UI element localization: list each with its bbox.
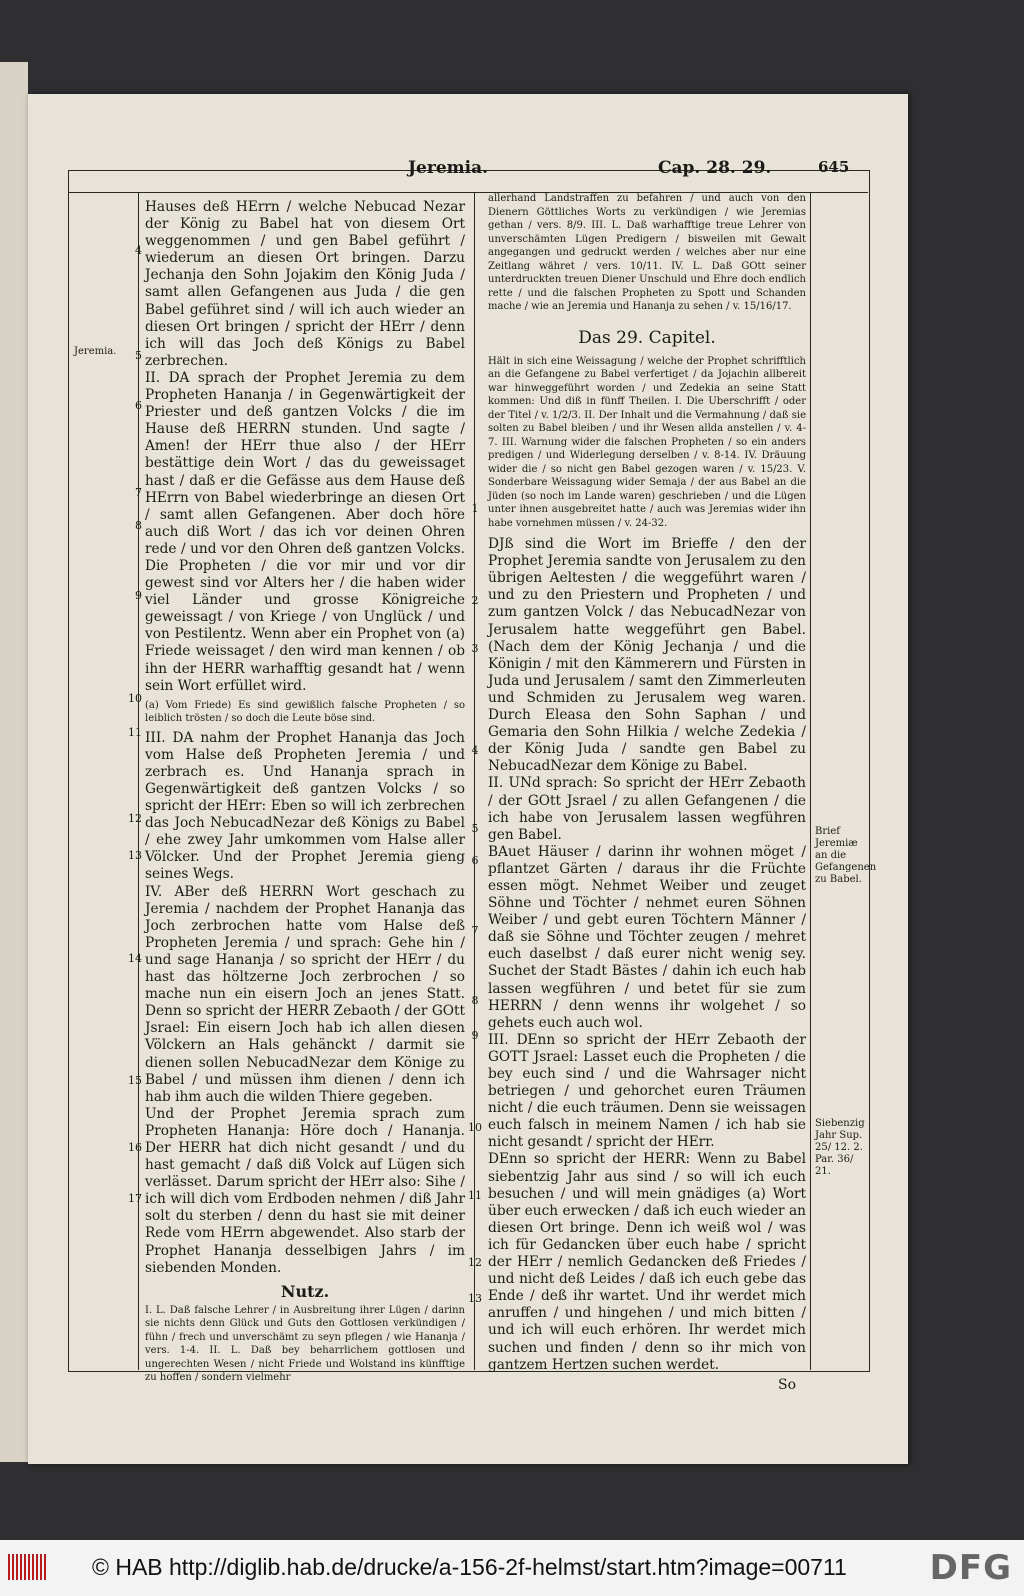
verse-number: 6 [471,854,479,867]
verse-number: 5 [471,822,479,835]
verse-number: 15 [128,1074,142,1087]
verse-number: 7 [471,924,479,937]
column-rule-right [810,192,811,1370]
paragraph: III. DA nahm der Prophet Hananja das Joch vom Halse deß Propheten Jeremia / und zerbrach es. Und Hananja sprach in Gegenwärtigkeit deß gantzen Volcks / so spricht der HErr: Eben so will ich zerbrechen das Joch NebucadNezar deß Königs zu Babel / ehe zwey Jahr umkommen vom Halse aller Völcker. Und der Prophet Jeremia gieng seines Wegs. [145,729,465,883]
verse-number: 12 [128,812,142,825]
verse-number: 17 [128,1192,142,1205]
paragraph: IV. ABer deß HERRN Wort geschach zu Jeremia / nachdem der Prophet Hananja das Joch zerbrochen hatte vom Halse deß Propheten Jeremia / und sprach: Gehe hin / und sage Hananja / so spricht der HErr / du hast das höltzerne Joch zerbrochen / so mache nun ein eisern Joch an jenes Statt. Denn so spricht der HERR Zebaoth / der GOtt Jsrael: Ein eisern Joch hab ich allen diesen Völckern an Hals gehänckt / darmit sie dienen sollen NebucadNezar dem Könige zu Babel / und müssen ihm dienen / denn ich hab ihm auch die wilden Thiere gegeben. [145,883,465,1105]
verse-number: 3 [471,642,479,655]
catchword: So [778,1377,797,1393]
paragraph: DEnn so spricht der HERR: Wenn zu Babel siebentzig Jahr aus sind / so will ich euch besuchen / und will mein gnädiges (a) Wort über euch erwecken / daß ich euch wieder an diesen Ort bringe. Denn ich weiß wol / was ich für Gedancken über euch habe / spricht der HErr / nemlich Gedancken deß Friedes / und nicht deß Leides / daß ich euch gebe das Ende / deß ihr wartet. Und ihr werdet mich anruffen / und hingehen / und mich bitten / und ich will euch erhören. Ihr werdet mich suchen und finden / denn so ihr mich von gantzem Hertzen suchen werdet. [488,1151,806,1373]
paragraph: II. UNd sprach: So spricht der HErr Zebaoth / der GOtt Jsrael / zu allen Gefangenen / die ich habe von Jerusalem lassen wegführen gen Babel. [488,775,806,843]
barcode-icon [8,1554,48,1580]
footer-copyright-link[interactable]: © HAB http://diglib.hab.de/drucke/a-156-2f-helmst/start.htm?image=00711 [92,1554,847,1580]
paragraph: BAuet Häuser / darinn ihr wohnen möget / pflantzet Gärten / daraus ihr die Früchte essen mögt. Nehmet Weiber und zeuget Söhne und Töchter / nehmet euren Söhnen Weiber / und gebt euren Töchtern Männer / daß sie Söhne und Töchter zeugen / mehret euch daselbst / daß eurer nicht wenig sey. Suchet der Stadt Bästes / dahin ich euch hab lassen wegführen / und betet für sie zum HERRN / denn wenns ihr wolgehet / so gehets euch auch wol. [488,843,806,1031]
verse-number: 11 [128,726,142,739]
verse-number: 4 [135,244,142,257]
page-number: 645 [818,158,850,176]
verse-number: 1 [471,502,479,515]
margin-note-right-2: Siebenzig Jahr Sup. 25/ 12. 2. Par. 36/ 21. [815,1118,865,1177]
footer-bar [0,1540,1024,1596]
verse-number: 14 [128,952,142,965]
chapter-summary: Hält in sich eine Weissagung / welche der Prophet schrifftlich an die Gefangene zu Babel verfertiget / da Jojachin allbereit war hinweggeführt worden / und Zedekia an seine Statt kommen: Und diß in fünff Theilen. I. Die Uberschrifft / oder der Titel / v. 1/2/3. II. Der Inhalt und die Vermahnung / daß sie solten zu Babel bleiben / und ihr Wesen allda anstellen / v. 4-7. III. Warnung wider die falschen Propheten / so ein anders predigen / und Widerlegung derselben / v. 8-14. IV. Dräuung wider die / so nicht gen Babel gezogen waren / v. 15/23. V. Sonderbare Weissagung wider Semaja / der aus Babel an die Jüden (so noch im Lande waren) geschrieben / und die Lügen unter ihnen ausgebreitet hatte / auch was Jeremias wider ihn habe vornehmen müssen / v. 24-32. [488,355,806,529]
verse-number: 16 [128,1141,142,1154]
book-page [28,94,908,1464]
verse-number: 13 [468,1292,482,1305]
section-title-nutz: Nutz. [280,1281,330,1301]
right-column [488,192,806,1374]
running-head-chapter: Cap. 28. 29. [658,158,772,178]
continuation-text: allerhand Landstraffen zu befahren / und auch von den Dienern Göttliches Worts zu verkündigen / wie Jeremias gethan / vers. 8/9. III. L. Daß warhafftige treue Lehrer von unverschämten Lügen Predigern / bisweilen mit Gewalt angegangen und gedruckt werden / welches aber nur eine Zeitlang währet / vers. 10/11. IV. L. Daß GOtt seiner unterdruckten treuen Diener Unschuld und Ehre doch endlich rette / und die falschen Propheten zu Spott und Schanden mache / wie an Jeremia und Hananja zu sehen / v. 15/16/17. [488,193,806,312]
verse-number: 4 [471,744,479,757]
paragraph: Hauses deß HErrn / welche Nebucad Nezar der König zu Babel hat von diesem Ort weggenommen / und gen Babel geführt / wiederum an diesen Ort bringen. Darzu Jechanja den Sohn Jojakim den König Juda / samt allen Gefangenen aus Juda / die gen Babel geführet sind / will ich auch wieder an diesen Ort bringen / spricht der HErr / denn ich will das Joch deß Königs zu Babel zerbrechen. [145,199,465,369]
verse-number: 10 [128,692,142,705]
verse-number: 5 [135,349,142,362]
margin-note-right-1: Brief Jeremiæ an die Gefangenen zu Babel. [815,826,877,885]
paragraph: III. DEnn so spricht der HErr Zebaoth der GOTT Jsrael: Lasset euch die Propheten / die bey euch sind / und die Wahrsager nicht betriegen / und gehorchet euren Träumen nicht / die euch träumen. Denn sie weissagen euch falsch in meinem Namen / ich hab sie nicht gesandt / spricht der HErr. [488,1031,806,1151]
chapter-title: Das 29. Capitel. [578,327,716,348]
dfg-logo: DFG [929,1548,1012,1588]
footnote: (a) Vom Friede) Es sind gewißlich falsche Propheten / so leiblich trösten / so doch die Leute böse sind. [145,699,465,725]
verse-number: 12 [468,1256,482,1269]
running-head-book: Jeremia. [408,158,489,178]
left-column [145,199,465,1385]
paragraph: Und der Prophet Jeremia sprach zum Propheten Hananja: Höre doch / Hananja. Der HERR hat dich nicht gesandt / und du hast gemacht / daß diß Volck auf Lügen sich verlässet. Darum spricht der HErr also: Sihe / ich will dich vom Erdboden nehmen / diß Jahr solt du sterben / denn du hast sie mit deiner Rede vom HErrn abgewendet. Also starb der Prophet Hananja desselbigen Jahrs / im siebenden Monden. [145,1105,465,1276]
verse-number: 9 [471,1029,479,1042]
margin-note-left: Jeremia. [74,346,117,357]
verse-number: 7 [135,486,142,499]
verse-number: 8 [471,994,479,1007]
verse-number: 6 [135,399,142,412]
verse-number: 2 [471,594,479,607]
previous-page-edge [0,62,28,1462]
verse-number: 10 [468,1121,482,1134]
paragraph: II. DA sprach der Prophet Jeremia zu dem Propheten Hananja / in Gegenwärtigkeit der Priester und deß gantzen Volcks / die im Hause deß HERRN stunden. Und sagte / Amen! der HErr thue also / der HErr bestättige dein Wort / das du geweissaget hast / daß er die Gefässe aus dem Hause deß HErrn von Babel wiederbringe an diesen Ort / samt allen Gefangenen. Aber doch höre auch diß Wort / das ich vor deinen Ohren rede / und vor den Ohren deß gantzen Volcks. Die Propheten / die vor mir und vor dir gewest sind vor Alters her / die haben wider viel Länder und grosse Königreiche geweissagt / von Kriege / von Unglück / und von Pestilentz. Wenn aber ein Prophet von (a) Friede weissaget / den wird man kennen / ob ihn der HERR warhafftig gesandt hat / wenn sein Wort erfüllet wird. [145,369,465,694]
verse-number: 11 [468,1189,482,1202]
verse-number: 8 [135,519,142,532]
nutz-text: I. L. Daß falsche Lehrer / in Ausbreitung ihrer Lügen / darinn sie nichts denn Glück und Guts den Gottlosen verkündigen / fühn / frech und unverschämt zu seyn pflegen / wie Hananja / vers. 1-4. II. L. Daß bey beharrlichem gottlosen und ungerechten Wesen / nicht Friede und Wolstand ins künfftige zu hoffen / sondern vielmehr [145,1304,465,1384]
paragraph: DJß sind die Wort im Brieffe / den der Prophet Jeremia sandte von Jerusalem zu den übrigen Aeltesten / die weggeführt waren / und zu den Priestern und Propheten / und zum gantzen Volck / das NebucadNezar von Jerusalem hatte weggeführt gen Babel. (Nach dem der König Jechanja / und die Königin / mit den Kämmerern und Fürsten in Juda und Jerusalem / samt den Zimmerleuten und Schmiden zu Jerusalem weg waren. Durch Eleasa den Sohn Saphan / und Gemaria den Sohn Hilkia / welche Zedekia / der König Juda / sandte gen Babel zu NebucadNezar dem Könige zu Babel. [488,536,806,775]
verse-number: 9 [135,589,142,602]
verse-number: 13 [128,849,142,862]
